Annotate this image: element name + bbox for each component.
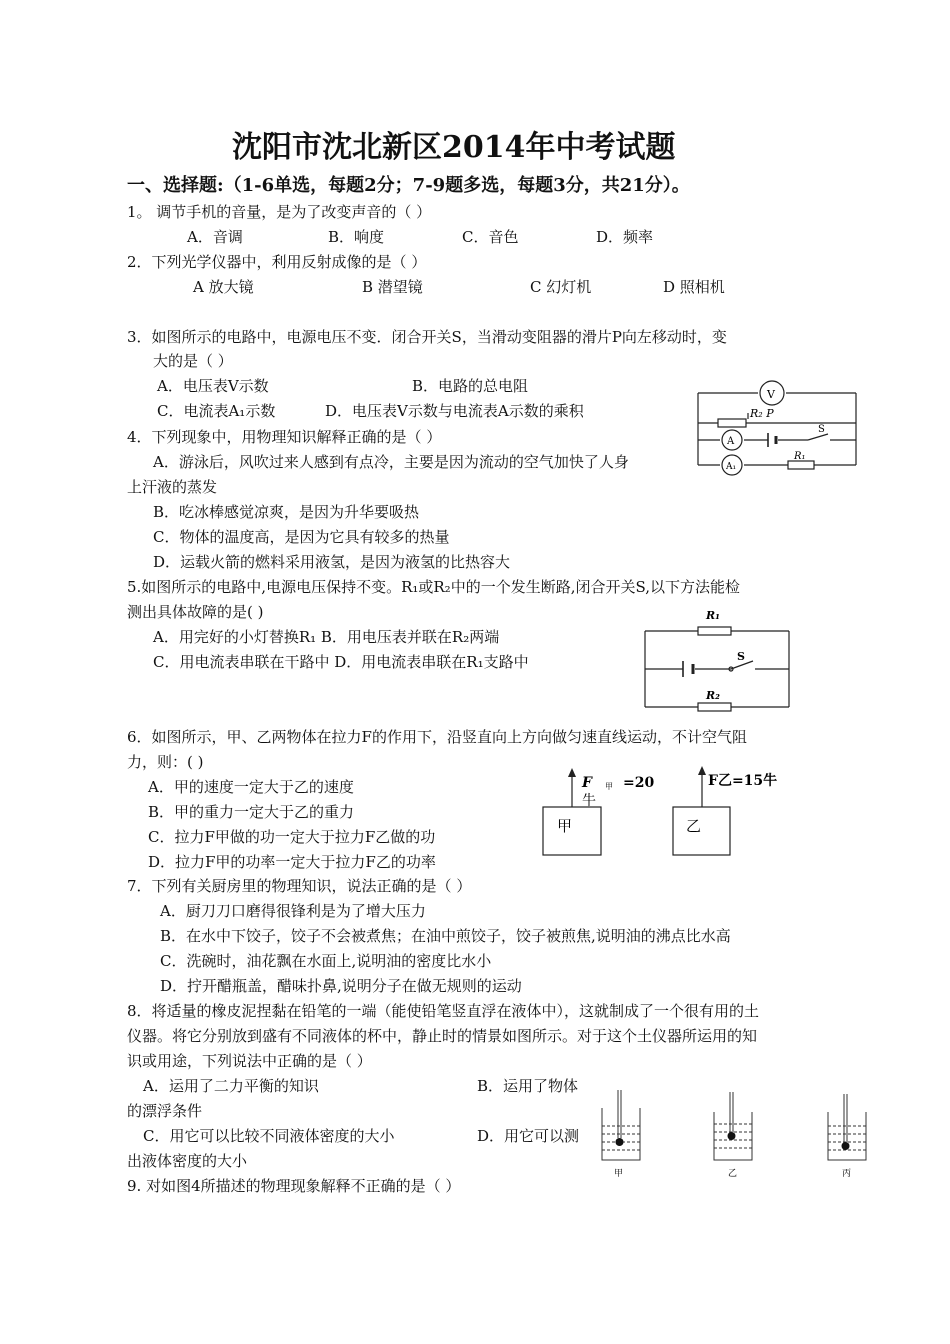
q3-stem-line2: 大的是（ ） (153, 352, 233, 370)
q5-circuit-diagram (643, 605, 793, 720)
q3-fig-switch-label: S (818, 424, 825, 435)
q6-option-c: C．拉力F甲做的功一定大于拉力F乙做的功 (148, 828, 436, 846)
q5-fig-r2-label: R₂ (706, 689, 720, 702)
q2-option-c: C 幻灯机 (530, 278, 592, 296)
q5-options-ab: A．用完好的小灯替换R₁ B．用电压表并联在R₂两端 (153, 628, 500, 646)
q7-stem: 7．下列有关厨房里的物理知识，说法正确的是（ ） (127, 877, 472, 895)
q5-stem-line2: 测出具体故障的是( ) (127, 603, 264, 621)
q6-option-b: B．甲的重力一定大于乙的重力 (148, 803, 355, 821)
q6-option-d: D．拉力F甲的功率一定大于拉力F乙的功率 (148, 853, 436, 871)
q8-option-c: C．用它可以比较不同液体密度的大小 (143, 1127, 395, 1145)
q8-option-a: A．运用了二力平衡的知识 (143, 1077, 319, 1095)
q6-fig-f-jia-symbol: F (582, 775, 592, 791)
q3-fig-ammeter-label: A (727, 436, 735, 447)
q3-option-a: A．电压表V示数 (157, 377, 269, 395)
q8-fig-beaker-jia: 甲 (614, 1169, 624, 1179)
q9-stem: 9. 对如图4所描述的物理现象解释不正确的是（ ） (127, 1177, 461, 1195)
q4-option-a-line2: 上汗液的蒸发 (127, 478, 218, 496)
q6-stem-line2: 力，则：( ) (127, 753, 204, 771)
q1-stem: 1。 调节手机的音量，是为了改变声音的（ ） (127, 203, 432, 221)
q1-option-a: A．音调 (187, 228, 243, 246)
q7-option-c: C．洗碗时，油花飘在水面上,说明油的密度比水小 (160, 952, 492, 970)
q6-option-a: A．甲的速度一定大于乙的速度 (148, 778, 354, 796)
q6-stem-line1: 6．如图所示，甲、乙两物体在拉力F的作用下，沿竖直向上方向做匀速直线运动，不计空气阻 (127, 728, 747, 746)
q8-fig-beaker-yi: 乙 (728, 1169, 738, 1179)
q6-fig-f-jia-sub: 甲 (605, 782, 613, 791)
q4-option-c: C．物体的温度高，是因为它具有较多的热量 (153, 528, 450, 546)
q8-beakers-diagram (598, 1088, 873, 1183)
q7-option-d: D．拧开醋瓶盖，醋味扑鼻,说明分子在做无规则的运动 (160, 977, 522, 995)
q6-fig-f-jia-value: =20 (623, 775, 655, 791)
q3-option-d: D．电压表V示数与电流表A示数的乘积 (325, 402, 584, 420)
q3-circuit-diagram (688, 380, 860, 480)
q8-stem-line2: 仪器。将它分别放到盛有不同液体的杯中，静止时的情景如图所示。对于这个土仪器所运用的知 (127, 1027, 758, 1045)
q3-fig-voltmeter-label: V (767, 388, 775, 401)
section-heading: 一、选择题:（1-6单选，每题2分；7-9题多选，每题3分，共21分）。 (127, 175, 690, 196)
q3-option-b: B．电路的总电阻 (412, 377, 529, 395)
q6-force-diagram (540, 765, 778, 860)
q1-option-d: D．频率 (596, 228, 654, 246)
q8-option-b-line1: B．运用了物体 (477, 1077, 579, 1095)
q5-fig-switch-label: S (737, 650, 745, 663)
q4-option-b: B．吃冰棒感觉凉爽，是因为升华要吸热 (153, 503, 420, 521)
q8-option-d-line2: 出液体密度的大小 (127, 1152, 248, 1170)
q4-option-a-line1: A．游泳后，风吹过来人感到有点冷，主要是因为流动的空气加快了人身 (153, 453, 629, 471)
q3-option-c: C．电流表A₁示数 (157, 402, 276, 420)
q6-fig-f-yi-label: F乙=15牛 (708, 773, 778, 789)
q2-stem: 2．下列光学仪器中，利用反射成像的是（ ） (127, 253, 427, 271)
q2-option-b: B 潜望镜 (362, 278, 423, 296)
q6-fig-f-jia-unit: 牛 (582, 793, 596, 809)
q6-fig-block-yi: 乙 (686, 817, 702, 835)
q7-option-a: A．厨刀刀口磨得很锋利是为了增大压力 (160, 902, 426, 920)
q6-fig-block-jia: 甲 (557, 817, 573, 835)
q1-option-c: C．音色 (462, 228, 519, 246)
q7-option-b: B．在水中下饺子，饺子不会被煮焦；在油中煎饺子，饺子被煎焦,说明油的沸点比水高 (160, 927, 731, 945)
q5-options-cd: C．用电流表串联在干路中 D．用电流表串联在R₁支路中 (153, 653, 529, 671)
q8-stem-line3: 识或用途，下列说法中正确的是（ ） (127, 1052, 372, 1070)
q3-fig-r2p-label: R₂ P (750, 407, 774, 420)
q3-stem-line1: 3．如图所示的电路中，电源电压不变．闭合开关S，当滑动变阻器的滑片P向左移动时，变 (127, 328, 727, 346)
q3-fig-ammeter1-label: A₁ (726, 462, 737, 472)
q8-stem-line1: 8．将适量的橡皮泥捏黏在铅笔的一端（能使铅笔竖直浮在液体中），这就制成了一个很有用的土 (127, 1002, 760, 1020)
q8-fig-beaker-bing: 丙 (842, 1169, 852, 1179)
q3-fig-r1-label: R₁ (794, 451, 806, 462)
q2-option-a: A 放大镜 (193, 278, 254, 296)
q4-option-d: D．运载火箭的燃料采用液氢，是因为液氢的比热容大 (153, 553, 511, 571)
q8-option-b-line2: 的漂浮条件 (127, 1102, 203, 1120)
q8-option-d-line1: D．用它可以测 (477, 1127, 580, 1145)
q5-fig-r1-label: R₁ (706, 609, 720, 622)
q5-stem-line1: 5.如图所示的电路中,电源电压保持不变。R₁或R₂中的一个发生断路,闭合开关S,以下方法能检 (127, 578, 740, 596)
page-title: 沈阳市沈北新区2014年中考试题 (232, 130, 676, 165)
q4-stem: 4．下列现象中，用物理知识解释正确的是（ ） (127, 428, 442, 446)
q1-option-b: B．响度 (328, 228, 385, 246)
q2-option-d: D 照相机 (663, 278, 725, 296)
